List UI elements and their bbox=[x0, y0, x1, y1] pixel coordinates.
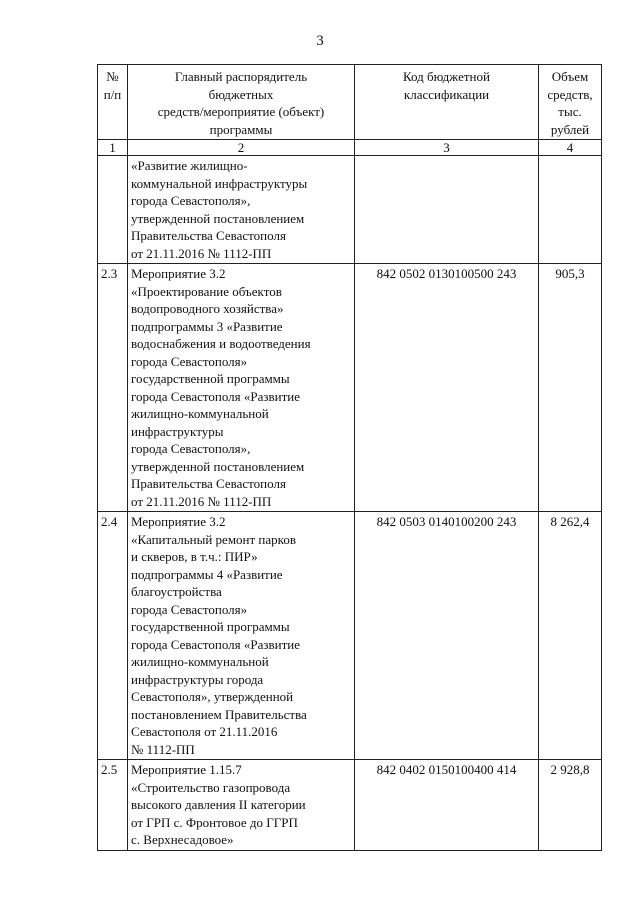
description-line: Мероприятие 3.2 bbox=[131, 514, 226, 529]
header-num bbox=[98, 65, 128, 140]
header-amount-line: Объем bbox=[551, 69, 589, 84]
description-line: «Развитие жилищно- bbox=[131, 158, 248, 173]
table-row bbox=[98, 512, 602, 760]
description-line: постановлением Правительства bbox=[131, 706, 307, 722]
row-amount: 905,3 bbox=[539, 264, 602, 512]
description-line: Мероприятие 1.15.7 bbox=[131, 762, 242, 777]
description-line: жилищно-коммунальной bbox=[131, 654, 269, 669]
header-name bbox=[128, 65, 355, 140]
description-line: высокого давления II категории bbox=[131, 797, 306, 812]
row-budget-code: 842 0503 0140100200 243 bbox=[355, 512, 539, 760]
description-line: от 21.11.2016 № 1112-ПП bbox=[131, 245, 272, 261]
description-line: благоустройства bbox=[131, 584, 222, 599]
description-line: инфраструктуры города bbox=[131, 671, 264, 687]
row-description bbox=[128, 156, 355, 264]
description-line: от ГРП с. Фронтовое до ГГРП bbox=[131, 814, 298, 830]
header-name-line: бюджетных bbox=[208, 86, 274, 102]
header-num-line: п/п bbox=[103, 86, 122, 102]
description-line: города Севастополя», bbox=[131, 441, 251, 456]
description-line: утвержденной постановлением bbox=[131, 210, 305, 226]
header-name-line: программы bbox=[209, 121, 273, 137]
column-index: 2 bbox=[128, 140, 355, 156]
column-index: 4 bbox=[539, 140, 602, 156]
row-amount: 2 928,8 bbox=[539, 760, 602, 851]
row-budget-code: 842 0502 0130100500 243 bbox=[355, 264, 539, 512]
header-code bbox=[355, 65, 539, 140]
description-line: жилищно-коммунальной bbox=[131, 406, 269, 421]
header-amount-line: тыс. bbox=[558, 104, 582, 119]
description-line: водопроводного хозяйства» bbox=[131, 301, 284, 316]
description-line: города Севастополя», bbox=[131, 193, 251, 208]
header-amount-line: рублей bbox=[550, 121, 590, 137]
row-number: 2.3 bbox=[98, 264, 128, 512]
description-line: города Севастополя «Развитие bbox=[131, 388, 301, 404]
header-amount-line: средств, bbox=[547, 86, 593, 102]
description-line: государственной программы bbox=[131, 371, 290, 386]
column-index: 1 bbox=[98, 140, 128, 156]
description-line: «Строительство газопровода bbox=[131, 779, 291, 795]
row-number bbox=[98, 156, 128, 264]
column-index-row bbox=[98, 140, 602, 156]
row-budget-code: 842 0402 0150100400 414 bbox=[355, 760, 539, 851]
table-row bbox=[98, 760, 602, 851]
description-line: Правительства Севастополя bbox=[131, 476, 286, 491]
row-amount bbox=[539, 156, 602, 264]
row-description bbox=[128, 512, 355, 760]
description-line: подпрограммы 3 «Развитие bbox=[131, 318, 283, 334]
table-row bbox=[98, 264, 602, 512]
description-line: и скверов, в т.ч.: ПИР» bbox=[131, 549, 258, 564]
description-line: «Проектирование объектов bbox=[131, 283, 282, 299]
description-line: государственной программы bbox=[131, 619, 290, 634]
description-line: Правительства Севастополя bbox=[131, 228, 286, 243]
description-line: города Севастополя «Развитие bbox=[131, 636, 301, 652]
table-body bbox=[98, 156, 602, 851]
description-line: Мероприятие 3.2 bbox=[131, 266, 226, 281]
row-amount: 8 262,4 bbox=[539, 512, 602, 760]
description-line: инфраструктуры bbox=[131, 423, 224, 439]
header-name-line: Главный распорядитель bbox=[174, 69, 308, 84]
table-row bbox=[98, 156, 602, 264]
header-row bbox=[98, 65, 602, 140]
header-amount bbox=[539, 65, 602, 140]
description-line: Севастополя от 21.11.2016 bbox=[131, 724, 278, 739]
description-line: Севастополя», утвержденной bbox=[131, 689, 294, 704]
row-budget-code bbox=[355, 156, 539, 264]
column-index: 3 bbox=[355, 140, 539, 156]
description-line: с. Верхнесадовое» bbox=[131, 832, 234, 847]
description-line: от 21.11.2016 № 1112-ПП bbox=[131, 493, 272, 509]
description-line: водоснабжения и водоотведения bbox=[131, 336, 311, 351]
row-description bbox=[128, 264, 355, 512]
budget-table bbox=[97, 64, 602, 851]
header-num-line: № bbox=[106, 69, 119, 84]
description-line: утвержденной постановлением bbox=[131, 458, 305, 474]
header-name-line: средств/мероприятие (объект) bbox=[157, 104, 325, 119]
row-number: 2.4 bbox=[98, 512, 128, 760]
row-description bbox=[128, 760, 355, 851]
description-line: коммунальной инфраструктуры bbox=[131, 175, 308, 191]
page-number: 3 bbox=[316, 33, 324, 49]
description-line: «Капитальный ремонт парков bbox=[131, 531, 296, 547]
description-line: № 1112-ПП bbox=[131, 741, 195, 757]
row-number: 2.5 bbox=[98, 760, 128, 851]
description-line: города Севастополя» bbox=[131, 601, 248, 617]
description-line: города Севастополя» bbox=[131, 353, 248, 369]
description-line: подпрограммы 4 «Развитие bbox=[131, 566, 283, 582]
header-code-line: классификации bbox=[403, 86, 490, 102]
header-code-line: Код бюджетной bbox=[403, 69, 490, 84]
